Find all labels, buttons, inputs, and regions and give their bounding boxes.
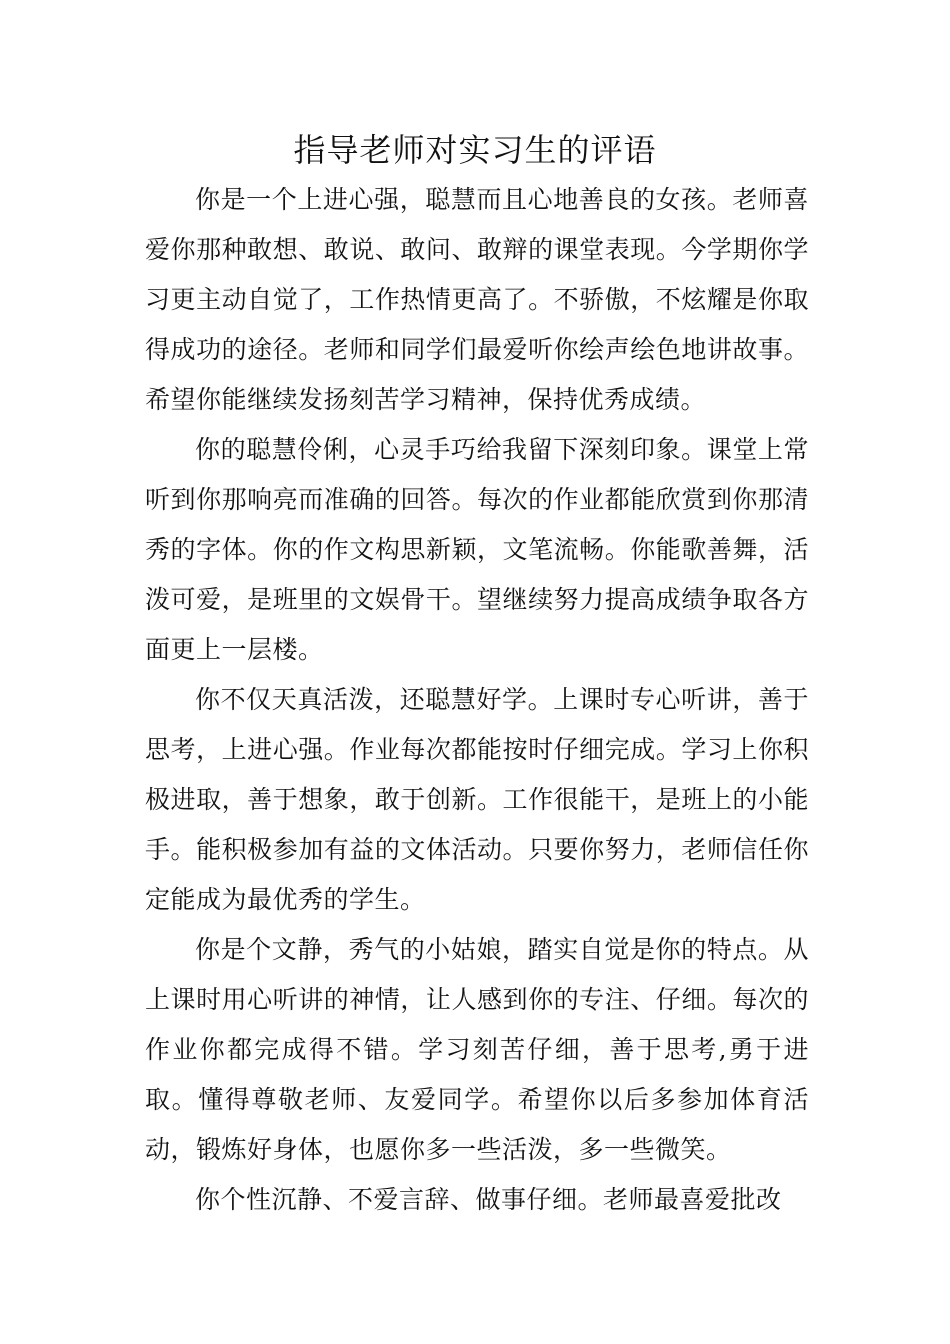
document-title: 指导老师对实习生的评语 bbox=[293, 131, 657, 169]
paragraph-3: 你不仅天真活泼，还聪慧好学。上课时专心听讲，善于思考，上进心强。作业每次都能按时仔细完成。学习上你积极进取，善于想象，敢于创新。工作很能干，是班上的小能手。能积极参加有益的文体活动。只要你努力，老师信任你定能成为最优秀的学生。 bbox=[145, 685, 809, 914]
document-body bbox=[145, 175, 809, 1225]
paragraph-2: 你的聪慧伶俐，心灵手巧给我留下深刻印象。课堂上常听到你那响亮而准确的回答。每次的作业都能欣赏到你那清秀的字体。你的作文构思新颖，文笔流畅。你能歌善舞，活泼可爱，是班里的文娱骨干。望继续努力提高成绩争取各方面更上一层楼。 bbox=[145, 435, 809, 664]
paragraph-1: 你是一个上进心强，聪慧而且心地善良的女孩。老师喜爱你那种敢想、敢说、敢问、敢辩的课堂表现。今学期你学习更主动自觉了，工作热情更高了。不骄傲，不炫耀是你取得成功的途径。老师和同学们最爱听你绘声绘色地讲故事。希望你能继续发扬刻苦学习精神，保持优秀成绩。 bbox=[145, 185, 809, 414]
paragraph-5: 你个性沉静、不爱言辞、做事仔细。老师最喜爱批改 bbox=[195, 1185, 782, 1214]
paragraph-4: 你是个文静，秀气的小姑娘，踏实自觉是你的特点。从上课时用心听讲的神情，让人感到你的专注、仔细。每次的作业你都完成得不错。学习刻苦仔细，善于思考,勇于进取。懂得尊敬老师、友爱同学。希望你以后多参加体育活动，锻炼好身体，也愿你多一些活泼，多一些微笑。 bbox=[145, 935, 809, 1164]
